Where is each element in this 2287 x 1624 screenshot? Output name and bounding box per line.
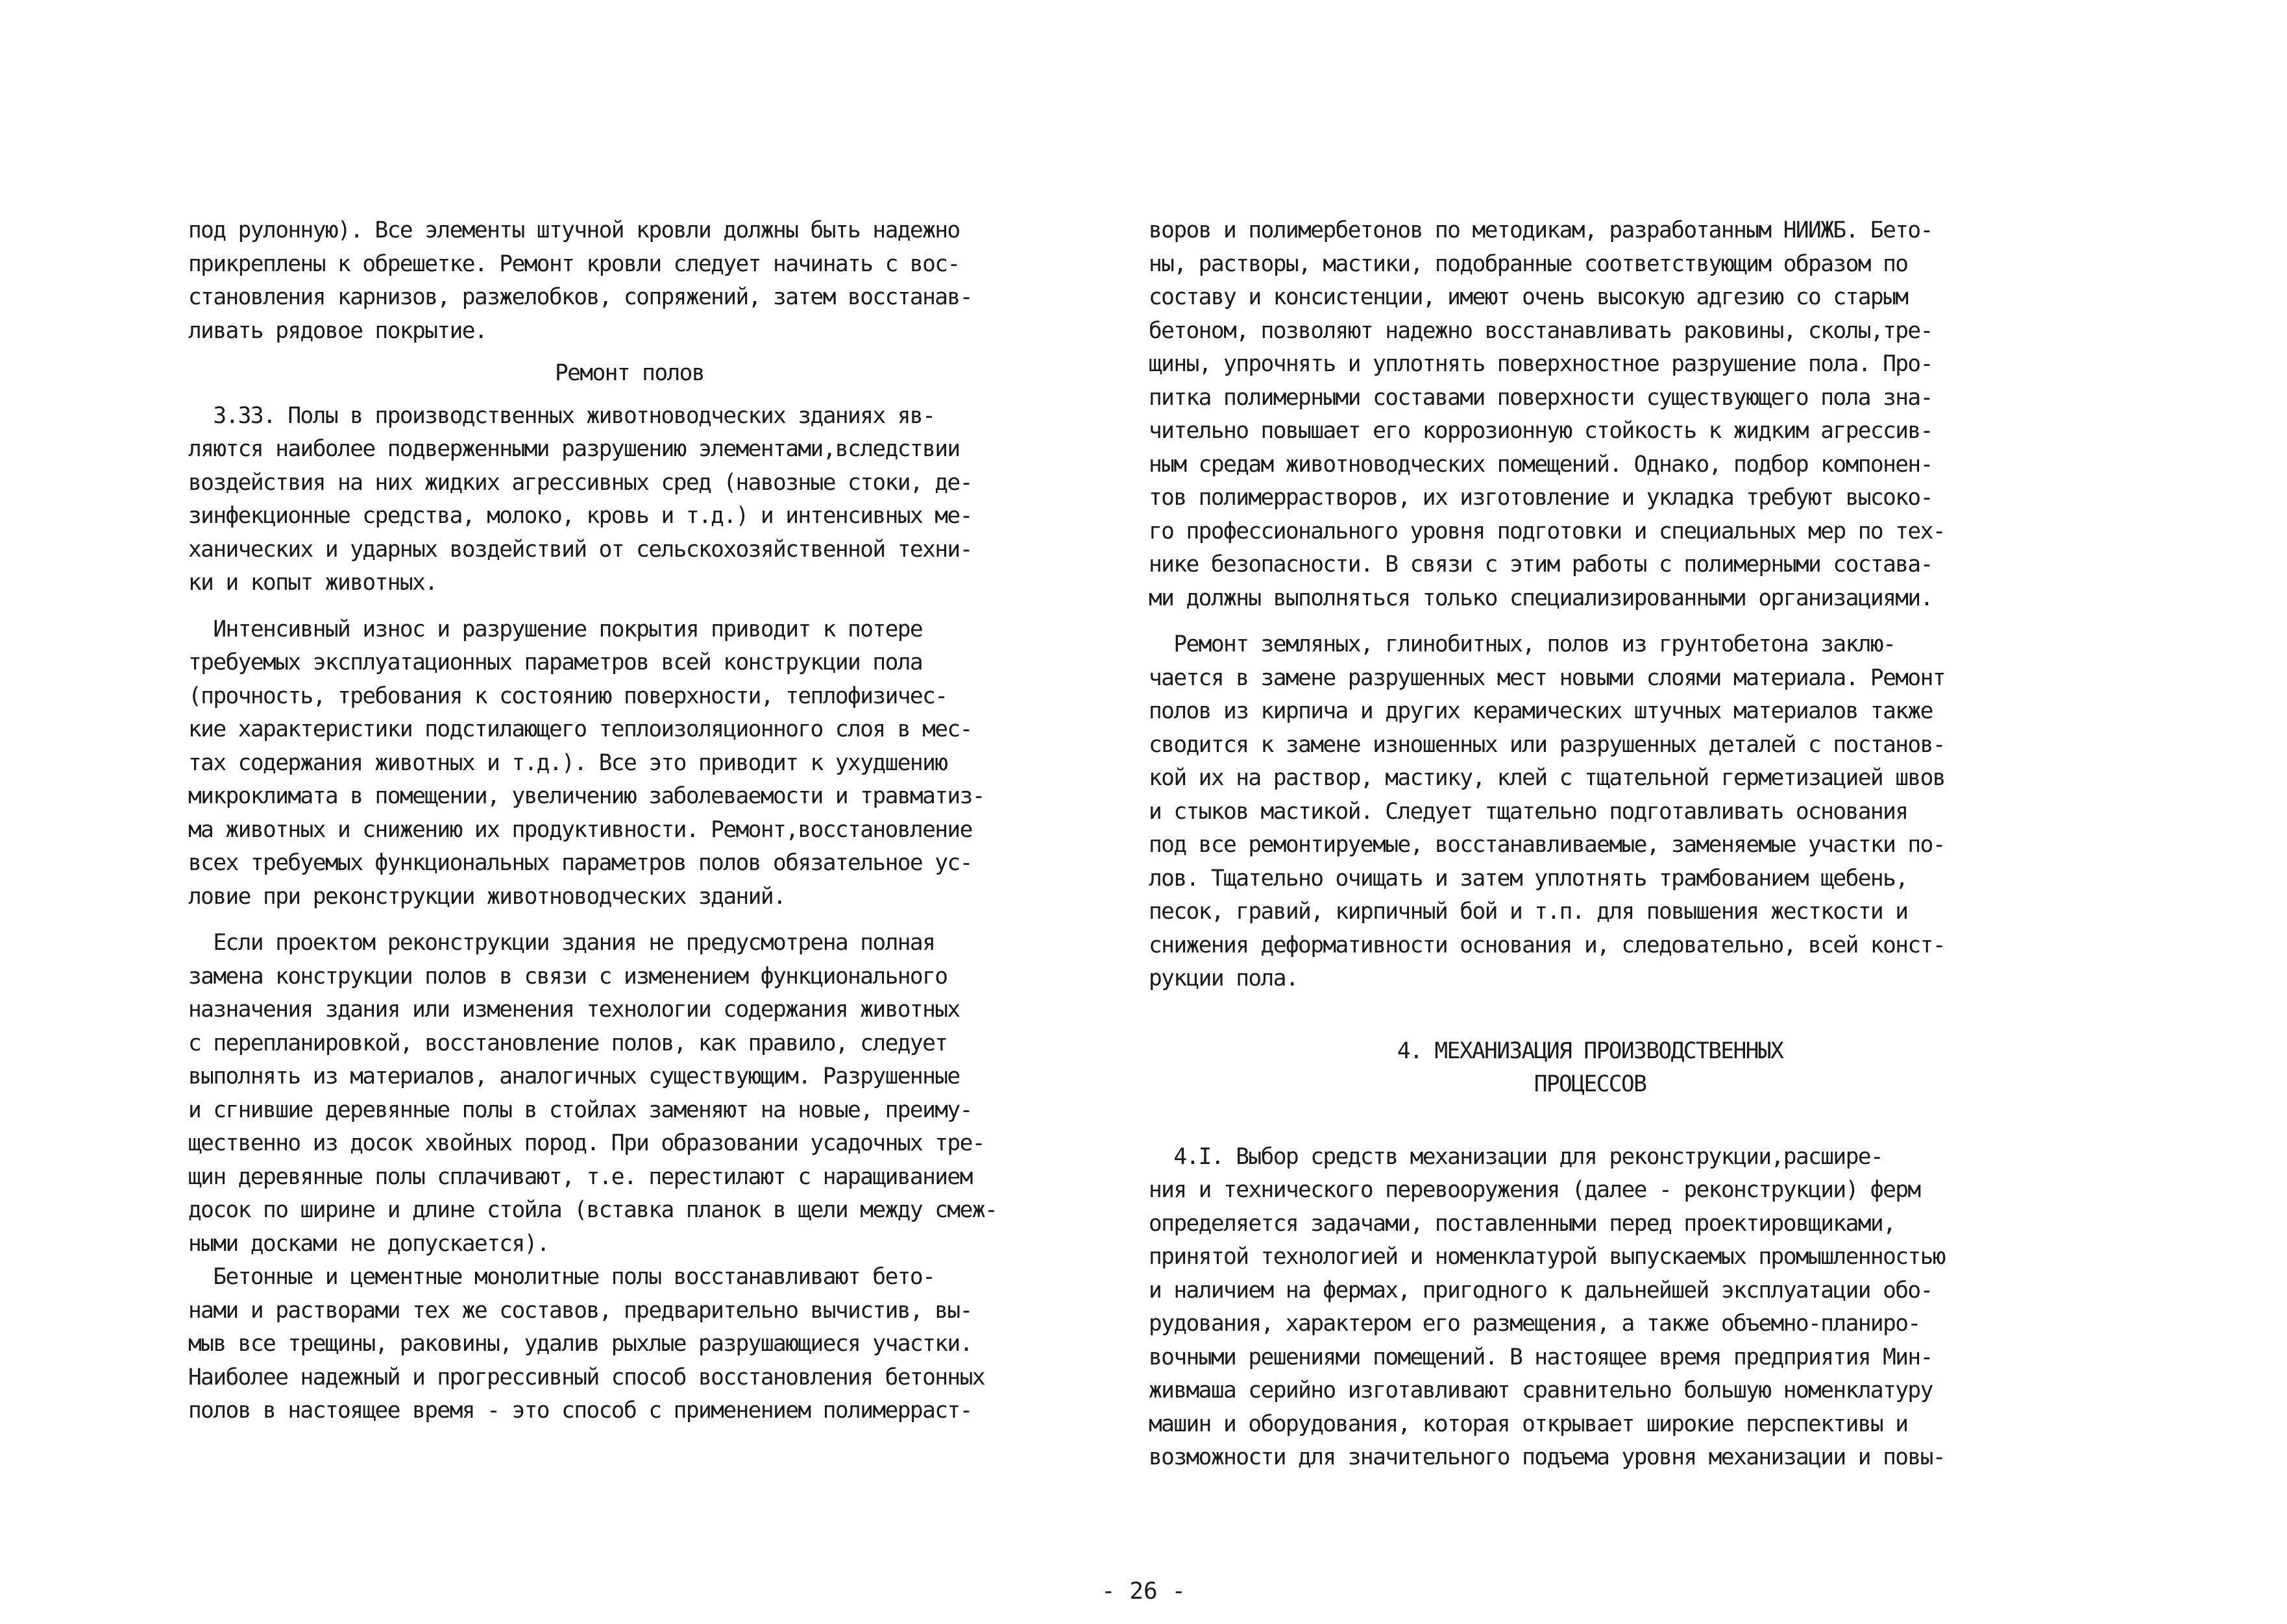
text-line: под рулонную). Все элементы штучной кровли должны быть надежно — [188, 217, 960, 243]
text-line: тов полимеррастворов, их изготовление и укладка требуют высоко- — [1149, 485, 1933, 511]
text-line: полов из кирпича и других керамических штучных материалов также — [1149, 698, 1933, 724]
text-line: и сгнившие деревянные полы в стойлах заменяют на новые, преиму- — [188, 1097, 972, 1123]
text-line: вочными решениями помещений. В настоящее время предприятия Мин- — [1149, 1344, 1933, 1370]
text-line: ма животных и снижению их продуктивности. Ремонт,восстановление — [188, 816, 972, 843]
text-line: рукции пола. — [1149, 965, 1299, 991]
text-line: ны, растворы, мастики, подобранные соответствующим образом по — [1149, 250, 1908, 277]
spacer — [188, 391, 1071, 400]
text-line: воров и полимербетонов по методикам, разработанным НИИЖБ. Бето- — [1149, 217, 1933, 243]
section-heading-4 — [1149, 1035, 2031, 1102]
text-line: чительно повышает его коррозионную стойкость к жидким агрессив- — [1149, 418, 1933, 444]
text-line: ляются наиболее подверженными разрушению элементами,вследствии — [188, 436, 960, 462]
paragraph-polymer — [1149, 214, 2031, 615]
text-line: принятой технологией и номенклатурой выпускаемых промышленностью — [1149, 1244, 1945, 1270]
paragraph-3-33 — [188, 400, 1071, 600]
spacer — [188, 600, 1071, 613]
text-line: с перепланировкой, восстановление полов, как правило, следует — [188, 1030, 948, 1056]
text-line: тах содержания животных и т.д.). Все это приводит к ухудшению — [188, 749, 948, 776]
text-line: назначения здания или изменения технологии содержания животных — [188, 997, 960, 1023]
text-line: Бетонные и цементные монолитные полы восстанавливают бето- — [188, 1264, 935, 1290]
text-line: ми должны выполняться только специализированными организациями. — [1149, 585, 1933, 611]
text-line: щин деревянные полы сплачивают, т.е. перестилают с наращиванием — [188, 1163, 972, 1190]
paragraph-roof-end — [188, 214, 1071, 348]
text-line: ными досками не допускается). — [188, 1230, 549, 1257]
text-line: Наиболее надежный и прогрессивный способ восстановления бетонных — [188, 1364, 985, 1390]
text-line: зинфекционные средства, молоко, кровь и т.д.) и интенсивных ме- — [188, 503, 972, 529]
text-line: чается в замене разрушенных мест новыми слоями материала. Ремонт — [1149, 664, 1945, 691]
text-line: ловие при реконструкции животноводческих зданий. — [188, 883, 786, 910]
text-line: полов в настоящее время - это способ с применением полимерраст- — [188, 1398, 972, 1424]
section-title-line: 4. МЕХАНИЗАЦИЯ ПРОИЗВОДСТВЕННЫХ — [1397, 1037, 1783, 1064]
subsection-heading-floor-repair: Ремонт полов — [554, 360, 705, 386]
text-line: всех требуемых функциональных параметров полов обязательное ус- — [188, 850, 972, 876]
text-line: Ремонт земляных, глинобитных, полов из грунтобетона заклю- — [1149, 631, 1896, 657]
text-line: воздействия на них жидких агрессивных сред (навозные стоки, де- — [188, 469, 972, 496]
text-line: Интенсивный износ и разрушение покрытия приводит к потере — [188, 616, 923, 642]
text-line: микроклимата в помещении, увеличению заболеваемости и травматиз- — [188, 783, 985, 809]
spacer — [1149, 1102, 2031, 1141]
text-line: машин и оборудования, которая открывает широкие перспективы и — [1149, 1411, 1908, 1437]
text-line: (прочность, требования к состоянию поверхности, теплофизичес- — [188, 683, 948, 709]
text-line: кой их на раствор, мастику, клей с тщательной герметизацией швов — [1149, 765, 1945, 791]
spacer — [1149, 615, 2031, 628]
text-line: ным средам животноводческих помещений. Однако, подбор компонен- — [1149, 451, 1933, 478]
text-line: требуемых эксплуатационных параметров всей конструкции пола — [188, 649, 923, 675]
text-line: рудования, характером его размещения, а также объемно-планиро- — [1149, 1311, 1920, 1337]
text-line: снижения деформативности основания и, следовательно, всей конст- — [1149, 932, 1945, 958]
paragraph-project — [188, 927, 1071, 1261]
text-line: мыв все трещины, раковины, удалив рыхлые разрушающиеся участки. — [188, 1331, 972, 1357]
text-line: питка полимерными составами поверхности существующего пола зна- — [1149, 384, 1933, 411]
text-line: ханических и ударных воздействий от сельскохозяйственной техни- — [188, 536, 972, 563]
section-title-line: ПРОЦЕССОВ — [1534, 1071, 1646, 1097]
text-line: становления карнизов, разжелобков, сопряжений, затем восстанав- — [188, 284, 972, 310]
text-line: ливать рядовое покрытие. — [188, 317, 487, 344]
text-line: 4.I. Выбор средств механизации для реконструкции,расшире- — [1149, 1143, 1883, 1170]
text-line: под все ремонтируемые, восстанавливаемые, заменяемые участки по- — [1149, 832, 1945, 858]
text-line: щественно из досок хвойных пород. При образовании усадочных тре- — [188, 1130, 985, 1156]
text-line: определяется задачами, поставленными перед проектировщиками, — [1149, 1210, 1896, 1237]
text-line: прикреплены к обрешетке. Ремонт кровли следует начинать с вос- — [188, 250, 960, 277]
right-column — [1149, 214, 2031, 1475]
text-line: и наличием на фермах, пригодного к дальнейшей эксплуатации обо- — [1149, 1277, 1933, 1303]
spacer — [1149, 996, 2031, 1035]
text-line: нами и растворами тех же составов, предварительно вычистив, вы- — [188, 1297, 972, 1324]
text-line: нике безопасности. В связи с этим работы с полимерными состава- — [1149, 551, 1933, 577]
text-line: песок, гравий, кирпичный бой и т.п. для повышения жесткости и — [1149, 899, 1908, 925]
text-line: кие характеристики подстилающего теплоизоляционного слоя в мес- — [188, 716, 972, 742]
text-line: Если проектом реконструкции здания не предусмотрена полная — [188, 930, 935, 956]
page-number: - 26 - — [1101, 1578, 1186, 1605]
spacer — [188, 914, 1071, 927]
paragraph-wear — [188, 613, 1071, 914]
text-line: замена конструкции полов в связи с изменением функционального — [188, 963, 948, 989]
text-line: ки и копыт животных. — [188, 570, 437, 596]
text-line: живмаша серийно изготавливают сравнительно большую номенклатуру — [1149, 1377, 1933, 1403]
paragraph-concrete — [188, 1261, 1071, 1428]
text-line: бетоном, позволяют надежно восстанавливать раковины, сколы,тре- — [1149, 317, 1933, 344]
text-line: ния и технического перевооружения (далее - реконструкции) ферм — [1149, 1177, 1920, 1203]
text-line: 3.33. Полы в производственных животноводческих зданиях яв- — [188, 402, 935, 429]
spacer — [188, 348, 1071, 357]
text-line: составу и консистенции, имеют очень высокую адгезию со старым — [1149, 284, 1908, 310]
left-column — [188, 214, 1071, 1428]
text-line: лов. Тщательно очищать и затем уплотнять трамбованием щебень, — [1149, 865, 1908, 891]
paragraph-4-1 — [1149, 1141, 2031, 1475]
paragraph-earthen-floors — [1149, 628, 2031, 996]
text-line: возможности для значительного подъема уровня механизации и повы- — [1149, 1444, 1945, 1470]
text-line: досок по ширине и длине стойла (вставка планок в щели между смеж- — [188, 1197, 997, 1223]
text-line: щины, упрочнять и уплотнять поверхностное разрушение пола. Про- — [1149, 351, 1933, 377]
text-line: сводится к замене изношенных или разрушенных деталей с постанов- — [1149, 731, 1945, 758]
text-line: го профессионального уровня подготовки и специальных мер по тех- — [1149, 518, 1945, 544]
text-line: выполнять из материалов, аналогичных существующим. Разрушенные — [188, 1063, 960, 1089]
text-line: и стыков мастикой. Следует тщательно подготавливать основания — [1149, 798, 1908, 825]
